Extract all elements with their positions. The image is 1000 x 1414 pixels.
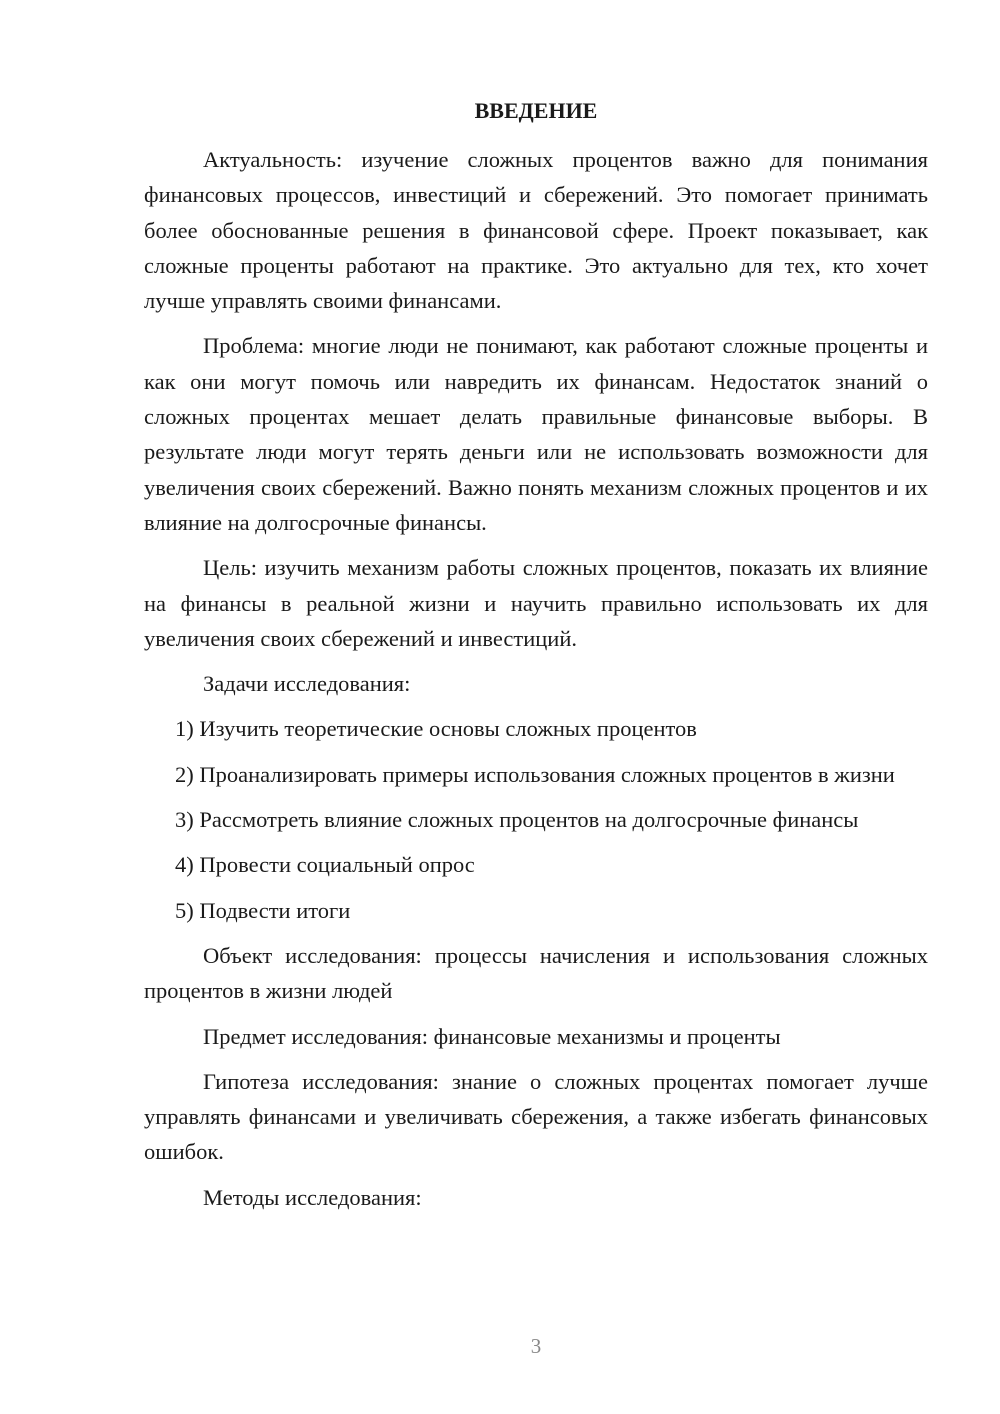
tasks-heading: Задачи исследования: — [203, 671, 411, 697]
paragraph-goal: Цель: изучить механизм работы сложных процентов, показать их влияние на финансы в реальной жизни и научить правильно использовать их для увеличения своих сбережений и инвестиций. — [144, 555, 928, 651]
paragraph-hypothesis: Гипотеза исследования: знание о сложных процентах помогает лучше управлять финансами и увеличивать сбережения, а также избегать финансовых ошибок. — [144, 1068, 928, 1165]
methods-heading: Методы исследования: — [203, 1184, 422, 1210]
task-item-5: 5) Подвести итоги — [175, 897, 351, 923]
task-item-4: 4) Провести социальный опрос — [175, 852, 475, 878]
page-title: ВВЕДЕНИЕ — [474, 98, 598, 123]
task-item-1: 1) Изучить теоретические основы сложных процентов — [175, 716, 697, 742]
task-item-3: 3) Рассмотреть влияние сложных процентов на долгосрочные финансы — [175, 807, 859, 833]
paragraph-subject: Предмет исследования: финансовые механизмы и проценты — [203, 1023, 781, 1049]
paragraph-object: Объект исследования: процессы начисления и использования сложных процентов в жизни людей — [144, 942, 928, 1004]
paragraph-problem: Проблема: многие люди не понимают, как работают сложные проценты и как они могут помочь или навредить их финансам. Недостаток знаний о сложных процентах мешает делать правильные финансовые выборы. В результате люди могут терять деньги или не использовать возможности для увеличения своих сбережений. Важно понять механизм сложных процентов и их влияние на долгосрочные финансы. — [144, 333, 928, 535]
paragraph-relevance: Актуальность: изучение сложных процентов важно для понимания финансовых процессов, инвестиций и сбережений. Это помогает принимать более обоснованные решения в финансовой сфере. Проект показывает, как сложные проценты работают на практике. Это актуально для тех, кто хочет лучше управлять своими финансами. — [144, 147, 928, 314]
document-body — [144, 142, 928, 1225]
page-number: 3 — [530, 1334, 542, 1358]
task-item-2: 2) Проанализировать примеры использования сложных процентов в жизни — [175, 761, 895, 787]
